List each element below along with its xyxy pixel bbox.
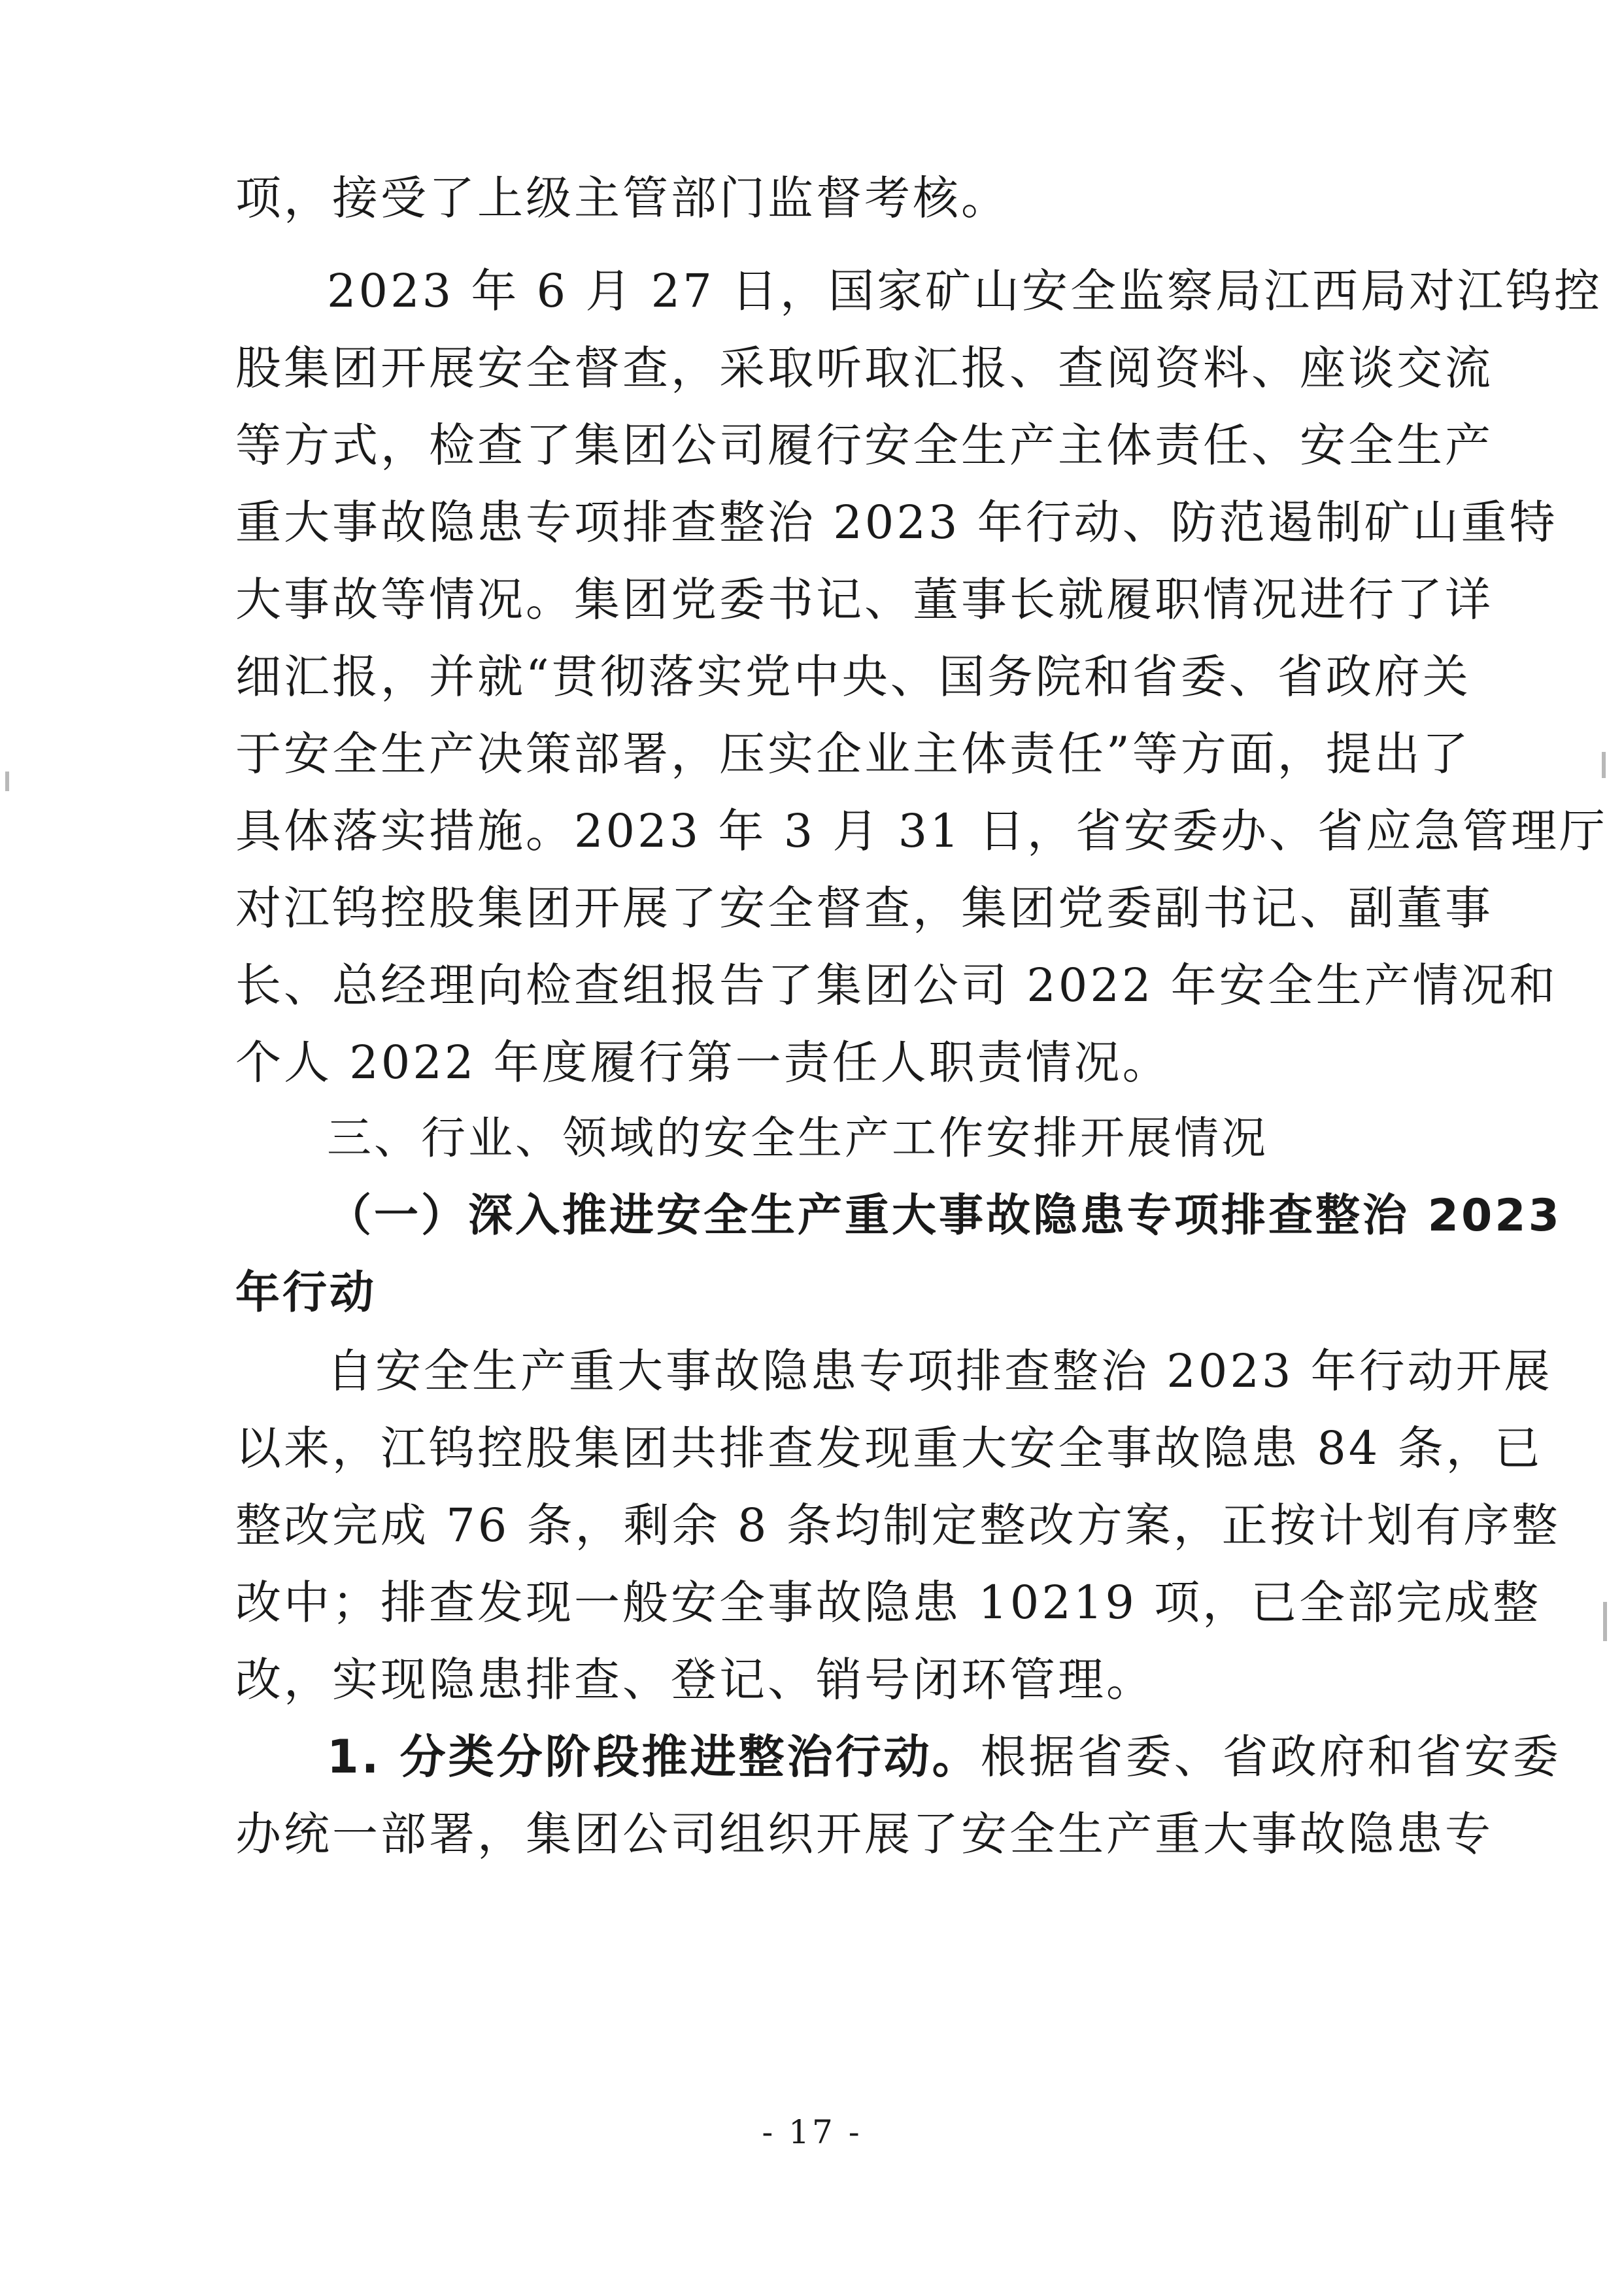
paragraph-line: 对江钨控股集团开展了安全督查，集团党委副书记、副董事 [235,881,1493,935]
paragraph-line: 于安全生产决策部署，压实企业主体责任”等方面，提出了 [235,727,1471,781]
paragraph-line: 改，实现隐患排查、登记、销号闭环管理。 [235,1653,1155,1707]
subsection-heading: （一）深入推进安全生产重大事故隐患专项排查整治 2023 [327,1190,1562,1242]
paragraph-line: 项，接受了上级主管部门监督考核。 [235,171,1009,225]
scan-edge-mark [1602,752,1606,778]
paragraph-line: 具体落实措施。2023 年 3 月 31 日，省安委办、省应急管理厅 [235,804,1608,858]
scan-edge-mark [1603,1602,1607,1641]
paragraph-line: 2023 年 6 月 27 日，国家矿山安全监察局江西局对江钨控 [327,264,1603,318]
section-heading: 三、行业、领域的安全生产工作安排开展情况 [327,1113,1269,1164]
paragraph-line: 自安全生产重大事故隐患专项排查整治 2023 年行动开展 [327,1344,1553,1398]
paragraph-line: 办统一部署，集团公司组织开展了安全生产重大事故隐患专 [235,1807,1493,1861]
page-number: - 17 - [762,2113,862,2151]
paragraph-line: 大事故等情况。集团党委书记、董事长就履职情况进行了详 [235,573,1493,626]
scan-edge-mark [5,772,9,791]
paragraph-line: 重大事故隐患专项排查整治 2023 年行动、防范遏制矿山重特 [235,496,1558,549]
paragraph-line: 整改完成 76 条，剩余 8 条均制定整改方案，正按计划有序整 [235,1499,1561,1552]
paragraph-line: 股集团开展安全督查，采取听取汇报、查阅资料、座谈交流 [235,341,1493,395]
paragraph-line: 以来，江钨控股集团共排查发现重大安全事故隐患 84 条，已 [235,1421,1543,1475]
subsection-heading: 年行动 [235,1267,377,1319]
paragraph-line [327,1730,1561,1784]
item-lead: 1. 分类分阶段推进整治行动。 [327,1730,981,1784]
paragraph-line: 细汇报，并就“贯彻落实党中央、国务院和省委、省政府关 [235,650,1471,704]
paragraph-line: 等方式，检查了集团公司履行安全生产主体责任、安全生产 [235,418,1493,472]
paragraph-line: 个人 2022 年度履行第一责任人职责情况。 [235,1036,1171,1089]
item-text: 根据省委、省政府和省安委 [980,1730,1561,1784]
paragraph-line: 改中；排查发现一般安全事故隐患 10219 项，已全部完成整 [235,1576,1542,1629]
paragraph-line: 长、总经理向检查组报告了集团公司 2022 年安全生产情况和 [235,959,1558,1012]
